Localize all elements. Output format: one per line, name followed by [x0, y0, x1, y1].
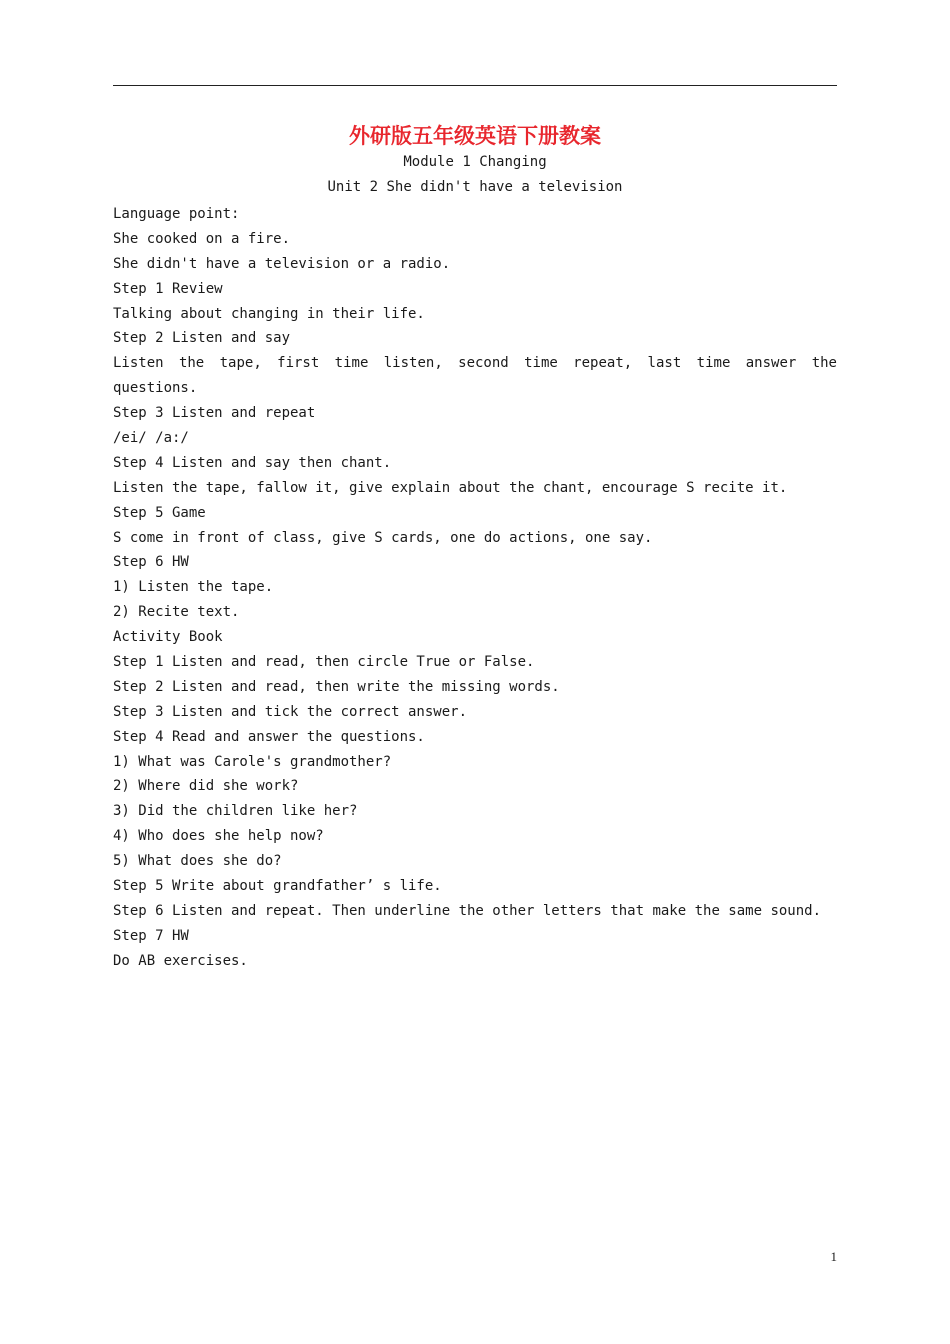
step-heading: Step 5 Write about grandfather’ s life. — [113, 878, 442, 895]
module-subtitle: Module 1 Changing — [403, 154, 547, 170]
list-item: 2) Where did she work? — [113, 778, 299, 795]
step-heading: Step 4 Read and answer the questions. — [113, 728, 425, 745]
header-rule — [113, 85, 837, 86]
step-heading: Step 3 Listen and tick the correct answer. — [113, 703, 468, 720]
step-heading: Step 3 Listen and repeat — [113, 405, 316, 422]
text-line: Listen the tape, fallow it, give explain about the chant, encourage S recite it. — [113, 479, 788, 496]
list-item: 1) Listen the tape. — [113, 579, 274, 596]
section-heading: Activity Book — [113, 629, 223, 646]
text-line: Do AB exercises. — [113, 952, 248, 969]
text-line: Listen the tape, first time listen, second time repeat, last time answer the — [113, 355, 837, 372]
list-item: 2) Recite text. — [113, 604, 240, 621]
step-heading: Step 6 Listen and repeat. Then underline the other letters that make the same sound. — [113, 902, 822, 919]
list-item: 4) Who does she help now? — [113, 828, 324, 845]
step-heading: Step 4 Listen and say then chant. — [113, 454, 392, 471]
unit-subtitle: Unit 2 She didn't have a television — [327, 179, 623, 195]
document-title: 外研版五年级英语下册教案 — [349, 123, 601, 148]
step-heading: Step 6 HW — [113, 554, 189, 571]
list-item: 1) What was Carole's grandmother? — [113, 753, 392, 770]
text-line: She cooked on a fire. — [113, 230, 291, 247]
step-heading: Step 2 Listen and read, then write the missing words. — [113, 678, 560, 695]
list-item: 3) Did the children like her? — [113, 803, 358, 820]
step-heading: Step 5 Game — [113, 504, 206, 521]
step-heading: Step 2 Listen and say — [113, 330, 291, 347]
text-line: Language point: — [113, 206, 240, 222]
text-line: S come in front of class, give S cards, one do actions, one say. — [113, 529, 653, 546]
list-item: 5) What does she do? — [113, 853, 282, 870]
text-line: She didn't have a television or a radio. — [113, 255, 451, 272]
text-line: Talking about changing in their life. — [113, 305, 425, 322]
step-heading: Step 7 HW — [113, 927, 189, 944]
step-heading: Step 1 Review — [113, 280, 223, 297]
lesson-body — [113, 202, 837, 974]
page-number: 1 — [830, 1249, 837, 1264]
text-line: questions. — [113, 380, 198, 397]
step-heading: Step 1 Listen and read, then circle True or False. — [113, 654, 535, 671]
text-line: /ei/ /a:/ — [113, 430, 189, 447]
